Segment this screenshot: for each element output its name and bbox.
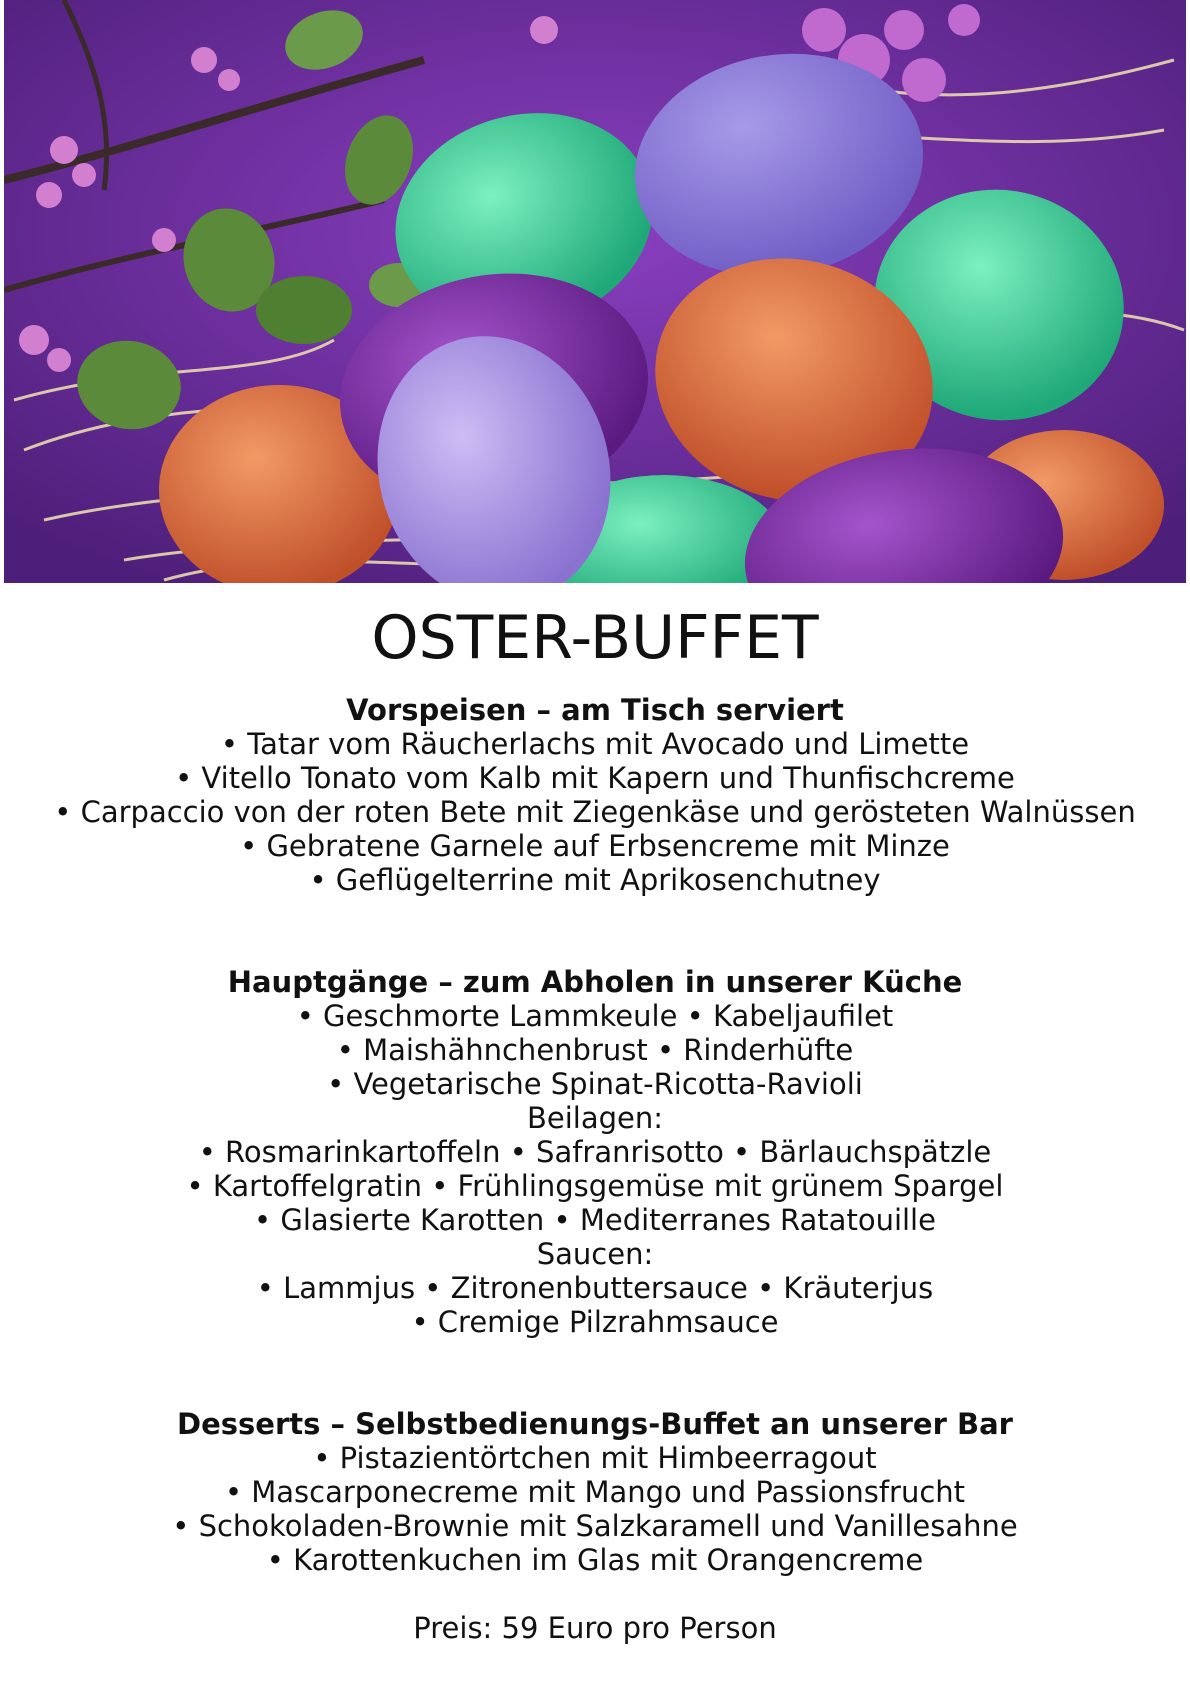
section-starters (0, 693, 1190, 897)
menu-item: • Kartoffelgratin • Frühlingsgemüse mit grünem Spargel (186, 1169, 1004, 1203)
section-heading: Hauptgänge – zum Abholen in unserer Küche (227, 965, 963, 999)
menu-item: • Tatar vom Räucherlachs mit Avocado und Limette (220, 727, 970, 761)
menu-item: • Cremige Pilzrahmsauce (411, 1305, 779, 1339)
easter-eggs-photo (4, 0, 1186, 583)
section-mains (0, 965, 1190, 1339)
section-heading: Desserts – Selbstbedienungs-Buffet an unserer Bar (177, 1407, 1013, 1441)
subheading-sides: Beilagen: (526, 1101, 664, 1135)
menu-item: • Gebratene Garnele auf Erbsencreme mit Minze (240, 829, 950, 863)
section-spacer (0, 897, 1190, 965)
menu-item: • Karottenkuchen im Glas mit Orangencreme (266, 1543, 924, 1577)
menu-item: • Lammjus • Zitronenbuttersauce • Kräuterjus (256, 1271, 934, 1305)
menu-item: • Vitello Tonato vom Kalb mit Kapern und Thunfischcreme (175, 761, 1015, 795)
menu-item: • Maishähnchenbrust • Rinderhüfte (336, 1033, 854, 1067)
menu-item: • Glasierte Karotten • Mediterranes Ratatouille (254, 1203, 936, 1237)
menu-item: • Mascarponecreme mit Mango und Passionsfrucht (224, 1475, 966, 1509)
menu-item: • Carpaccio von der roten Bete mit Ziegenkäse und gerösteten Walnüssen (54, 795, 1136, 829)
menu-item: • Geschmorte Lammkeule • Kabeljaufilet (296, 999, 894, 1033)
page-title: OSTER-BUFFET (371, 603, 819, 673)
price-text: Preis: 59 Euro pro Person (413, 1611, 777, 1645)
section-heading: Vorspeisen – am Tisch serviert (346, 693, 844, 727)
buffet-menu (0, 583, 1190, 1645)
menu-item: • Vegetarische Spinat-Ricotta-Ravioli (327, 1067, 863, 1101)
easter-eggs-illustration (4, 0, 1186, 583)
section-desserts (0, 1407, 1190, 1577)
subheading-sauces: Saucen: (536, 1237, 654, 1271)
menu-item: • Pistazientörtchen mit Himbeerragout (313, 1441, 877, 1475)
menu-item: • Schokoladen-Brownie mit Salzkaramell und Vanillesahne (172, 1509, 1018, 1543)
section-spacer (0, 1339, 1190, 1407)
menu-item: • Geflügelterrine mit Aprikosenchutney (309, 863, 881, 897)
menu-item: • Rosmarinkartoffeln • Safranrisotto • Bärlauchspätzle (198, 1135, 992, 1169)
